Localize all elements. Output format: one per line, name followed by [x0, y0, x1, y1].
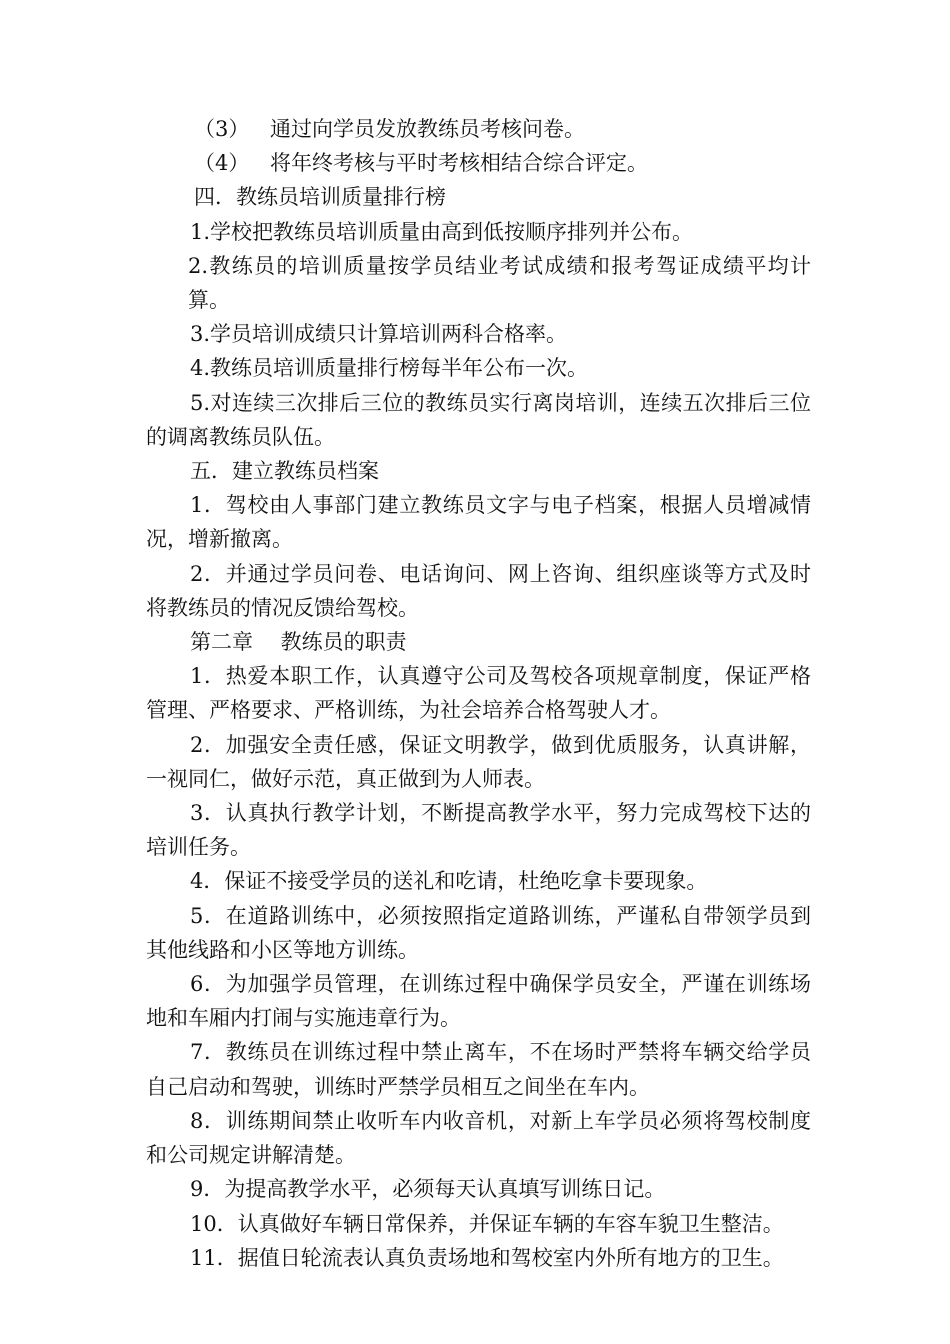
chapter-2-item-9: 9．为提高教学水平，必须每天认真填写训练日记。 — [190, 1177, 666, 1202]
section-4-item-2: 2.教练员的培训质量按学员结业考试成绩和报考驾证成绩平均计算。 — [188, 253, 811, 313]
section-4-item-1: 1.学校把教练员培训质量由高到低按顺序排列并公布。 — [190, 219, 694, 244]
section-5-item-2: 2．并通过学员问卷、电话询问、网上咨询、组织座谈等方式及时将教练员的情况反馈给驾校。 — [146, 561, 811, 620]
section-4-item-5: 5.对连续三次排后三位的教练员实行离岗培训，连续五次排后三位的调离教练员队伍。 — [146, 390, 811, 449]
sub-item-4 — [146, 146, 811, 180]
chapter-2-item-1: 1．热爱本职工作，认真遵守公司及驾校各项规章制度，保证严格管理、严格要求、严格训练，为社会培养合格驾驶人才。 — [146, 664, 811, 723]
chapter-2-item-8: 8．训练期间禁止收听车内收音机，对新上车学员必须将驾校制度和公司规定讲解清楚。 — [146, 1108, 811, 1168]
chapter-2-heading: 第二章 教练员的职责 — [190, 630, 407, 655]
sub-item-3 — [146, 112, 811, 146]
sub-item-mark: （3） — [194, 117, 250, 141]
section-5-heading: 五．建立教练员档案 — [190, 459, 379, 484]
chapter-2-item-7: 7．教练员在训练过程中禁止离车，不在场时严禁将车辆交给学员自己启动和驾驶，训练时严禁学员相互之间坐在车内。 — [146, 1040, 811, 1099]
chapter-2-item-5: 5．在道路训练中，必须按照指定道路训练，严谨私自带领学员到其他线路和小区等地方训练。 — [146, 903, 811, 962]
sub-item-text: 将年终考核与平时考核相结合综合评定。 — [270, 151, 648, 176]
chapter-2-item-11: 11．据值日轮流表认真负责场地和驾校室内外所有地方的卫生。 — [190, 1245, 784, 1270]
chapter-2-item-3: 3．认真执行教学计划，不断提高教学水平，努力完成驾校下达的培训任务。 — [146, 801, 811, 860]
chapter-2-item-2: 2．加强安全责任感，保证文明教学，做到优质服务，认真讲解，一视同仁，做好示范，真正做到为人师表。 — [146, 732, 811, 791]
sub-item-mark: （4） — [194, 151, 250, 176]
document-body — [146, 112, 811, 1275]
section-4-heading: 四．教练员培训质量排行榜 — [194, 185, 446, 210]
chapter-2-item-6: 6．为加强学员管理，在训练过程中确保学员安全，严谨在训练场地和车厢内打闹与实施违章行为。 — [146, 972, 811, 1031]
section-5-item-1: 1．驾校由人事部门建立教练员文字与电子档案，根据人员增减情况，增新撤离。 — [146, 493, 811, 552]
sub-item-text: 通过向学员发放教练员考核问卷。 — [270, 117, 585, 141]
chapter-2-item-10: 10．认真做好车辆日常保养，并保证车辆的车容车貌卫生整洁。 — [190, 1211, 784, 1236]
section-4-item-4: 4.教练员培训质量排行榜每半年公布一次。 — [190, 356, 589, 381]
chapter-2-item-4: 4．保证不接受学员的送礼和吃请，杜绝吃拿卡要现象。 — [190, 869, 708, 894]
section-4-item-3: 3.学员培训成绩只计算培训两科合格率。 — [190, 322, 568, 347]
